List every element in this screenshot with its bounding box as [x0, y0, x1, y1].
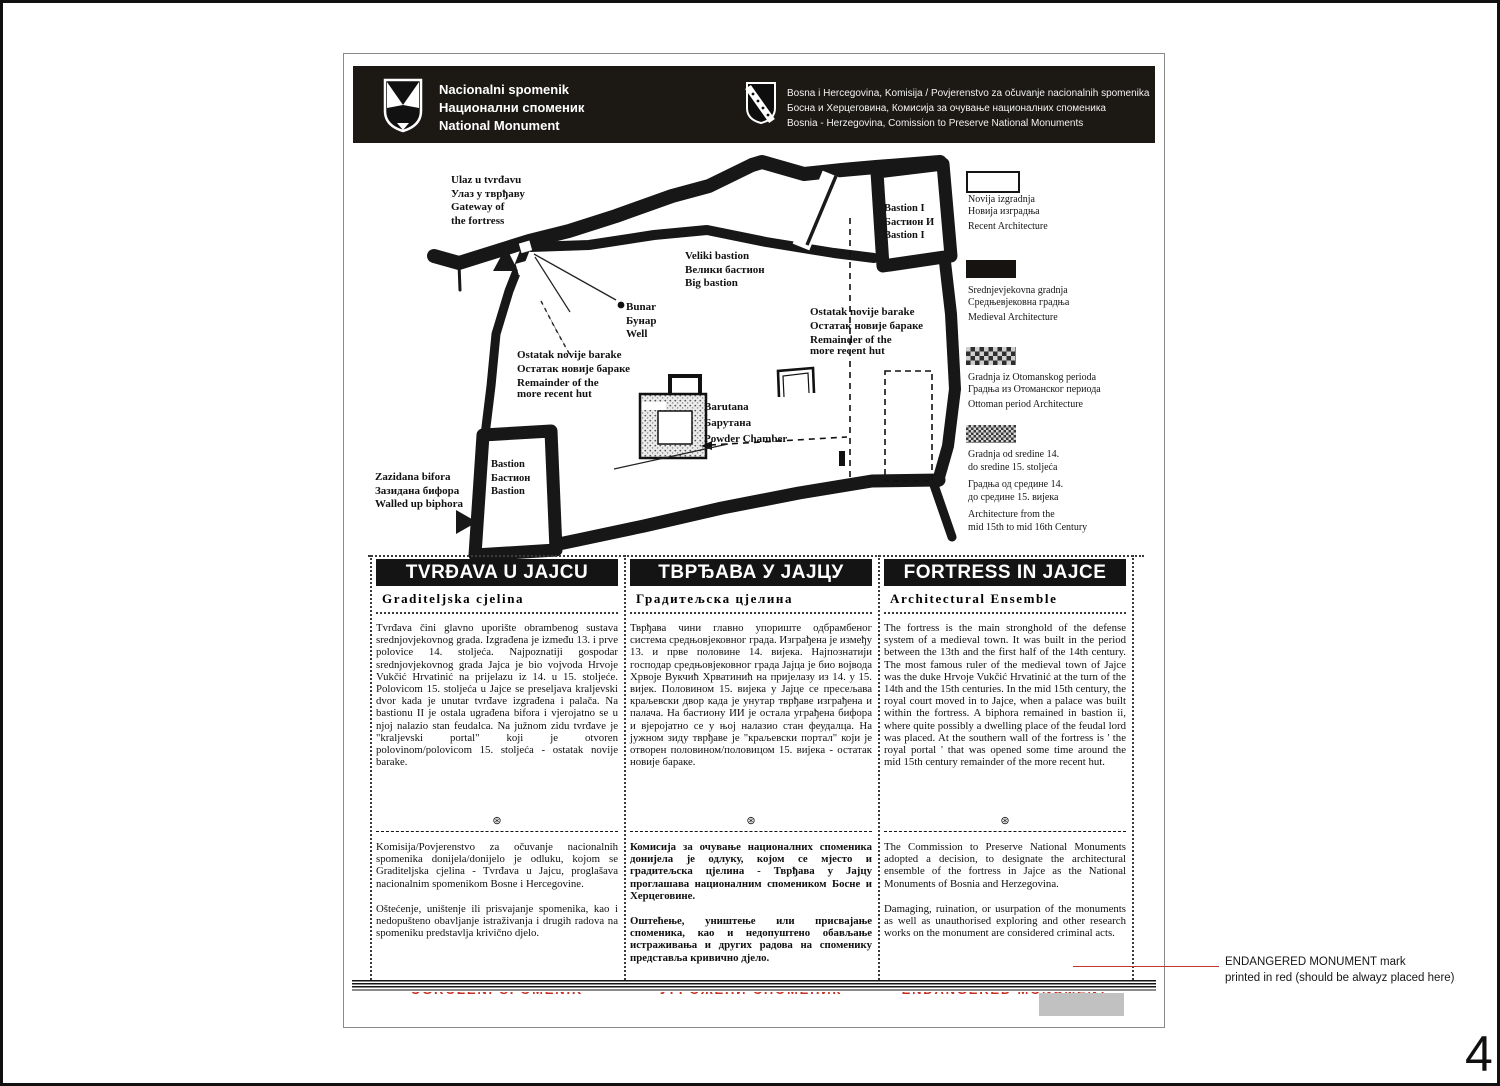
annotation-connector-line [1073, 966, 1219, 967]
national-monument-shield-icon [383, 78, 423, 133]
document-sheet [343, 53, 1165, 1028]
header-left-line: Национални споменик [439, 100, 585, 115]
column-paragraph-2: Komisija/Povjerenstvo za očuvanje nacionalnih spomenika donijela/donijelo je odluku, kojom se Graditeljska cjelina - Tvrđava u Jajcu, proglašava nacionalnim spomenikom Bosne i Hercegovine. [376, 841, 618, 890]
legend-swatch-14th-15th [966, 425, 1016, 443]
map-label-well: Bunar Бунар Well [626, 301, 657, 340]
legend-item-14th-15th: Gradnja od sredine 14. do sredine 15. stoljeća Градња од средине 14. до средине 15. вијека Architecture from the mid 15th to mid 16th Century [968, 449, 1088, 533]
paragraph-divider [376, 831, 618, 832]
map-label-gateway: Ulaz u tvrđavu Улаз у тврђаву Gateway of the fortress [451, 174, 525, 227]
ornament-icon: ⊛ [746, 815, 756, 827]
legend-swatch-ottoman [966, 347, 1016, 365]
annotation-note: ENDANGERED MONUMENT mark printed in red (should be alwayz placed here) [1225, 956, 1455, 984]
ornament-icon: ⊛ [492, 815, 502, 827]
page-number: 4 [1465, 1026, 1493, 1082]
legend-item-recent: Novija izgradnja Новија изградња Recent Architecture [968, 194, 1048, 232]
column-serbian [630, 559, 872, 997]
map-label-big-bastion: Veliki bastion Велики бастион Big bastion [685, 250, 765, 289]
map-label-bastion-1: Bastion I Бастион И Bastion I [884, 203, 935, 241]
header-right-line: Bosna i Hercegovina, Komisija / Povjerenstvo za očuvanje nacionalnih spomenika [787, 88, 1150, 99]
column-title: ТВРЂАВА У ЈАЈЦУ [630, 559, 872, 586]
header-left-line: National Monument [439, 118, 560, 133]
column-subtitle: Градитељска цјелина [630, 586, 872, 614]
header-right-line: Босна и Херцеговина, Комисија за очување националних споменика [787, 103, 1106, 114]
legend-swatch-recent [966, 171, 1020, 193]
paragraph-divider [630, 831, 872, 832]
column-subtitle: Graditeljska cjelina [376, 586, 618, 614]
column-bosnian [376, 559, 618, 997]
column-divider [1132, 555, 1134, 991]
header-right-text [787, 86, 1149, 131]
well-marker [618, 302, 625, 309]
column-divider [624, 555, 626, 991]
column-paragraph-1: Тврђава чини главно упориште одбрамбеног система средњовјековног града. Изграђена је између 13. и прве половине 14. вијека. Најпознатији господар средњовјековног града Јајца је био војвода Хрвоје Вукчић Хрватинић на пријелазу из 14. у 15. вијек. Половином 15. вијека у Јајце се пресељава краљевски двор када је унутар тврђаве изграђена и палача. На бастиону ИИ је остала уграђена бифора и вјеројатно се у њој налазио стан феудалца. На јужном зиду тврђаве је "краљевски портал" који је отворен половином/половицом 15. вијека - остатак новије бараке. [630, 622, 872, 769]
column-divider [370, 555, 372, 991]
column-paragraph-3: Damaging, ruination, or usurpation of the monuments as well as unauthorised exploring and other research works on the monument are considered criminal acts. [884, 902, 1126, 940]
column-paragraph-1: Tvrđava čini glavno uporište obrambenog sustava srednjovjekovnog grada. Izgrađena je između 13. i prve polovice 14. stoljeća. Najpoznatiji gospodar srednjovjekovnog grada Jajca je bio vojvoda Hrvoje Vukčić Hrvatinić na prijelazu iz 14. u 15. stoljeće. Polovicom 15. stoljeća u Jajce se preseljava kraljevski dvor kada je unutar tvrđave izgrađena i palača. Na bastionu II je ostala ugrađena bifora i vjerojatno se u njoj nalazio stan feudalca. Na južnom zidu tvrđave je "kraljevski portal" koji je otvoren polovinom/polovicom 15. stoljeća - ostatak novije barake. [376, 622, 618, 769]
header-right-line: Bosnia - Herzegovina, Comission to Preserve National Monuments [787, 118, 1084, 129]
column-paragraph-3: Оштећење, уништење или присвајање споменика, као и недопуштено обављање истраживања и других радова на споменику представља кривично дјело. [630, 915, 872, 964]
column-subtitle: Architectural Ensemble [884, 586, 1126, 614]
column-paragraph-2: The Commission to Preserve National Monuments adopted a decision, to designate the architectural ensemble of the fortress in Jajce as the National Monuments of Bosnia and Herzegovina. [884, 841, 1126, 890]
ornament-icon: ⊛ [1000, 815, 1010, 827]
footer-gray-box [1039, 993, 1124, 1016]
legend-item-medieval: Srednjevjekovna gradnja Средњевјековна градња Medieval Architecture [968, 285, 1070, 323]
map-label-hut-right: Ostatak novije barake Остатак новије бараке Remainder of the more recent hut [810, 306, 924, 357]
map-label-bastion-sw: Bastion Бастион Bastion [491, 459, 531, 497]
map-label-powder-chamber: Barutana Барутана Powder Chamber [704, 401, 788, 445]
column-paragraph-2: Комисија за очување националних споменика донијела је одлуку, којом се мјесто и градитељска цјелина - Тврђава у Јајцу проглашава националним спомеником Босне и Херцеговине. [630, 841, 872, 902]
column-paragraph-3: Oštećenje, uništenje ili prisvajanje spomenika, kao i nedopušteno obavljanje istraživanja i drugih radova na spomeniku predstavlja krivično djelo. [376, 902, 618, 940]
header-left-text [439, 81, 584, 135]
legend-swatch-medieval [966, 260, 1016, 278]
column-divider [878, 555, 880, 991]
legend-item-ottoman: Gradnja iz Otomanskog perioda Градња из Отоманског периода Ottoman period Architecture [968, 372, 1101, 410]
footer-rule [352, 980, 1156, 992]
bih-coat-of-arms-icon [745, 80, 777, 126]
column-english [884, 559, 1126, 997]
column-paragraph-1: The fortress is the main stronghold of the defense system of a medieval town. It was built in the period between the 13th and the first half of the 14th century. The most famous ruler of the medieval town of Jajce was the duke Hrvoje Vukčić Hrvatinić at the turn of the 14th and the 15th centuries. In the mid 15th century, the royal court moved in to Jajce, when a palace was built within the fortress. A biphora remained in bastion ii, where quite possibly a dwelling place of the feudal lord was placed. At the southern wall of the fortress is ' the royal portal ' that was opened some time around the mid 15th century remainder of the more recent hut. [884, 622, 1126, 769]
map-label-walled-biphora: Zazidana bifora Зазидана бифора Walled up biphora [375, 471, 464, 510]
column-title: FORTRESS IN JAJCE [884, 559, 1126, 586]
header-left-line: Nacionalni spomenik [439, 82, 570, 97]
paragraph-divider [884, 831, 1126, 832]
section-divider [368, 555, 1144, 557]
map-label-hut-left: Ostatak novije barake Остатак новије бараке Remainder of the more recent hut [517, 349, 631, 400]
column-title: TVRĐAVA U JAJCU [376, 559, 618, 586]
header-band [353, 66, 1155, 143]
